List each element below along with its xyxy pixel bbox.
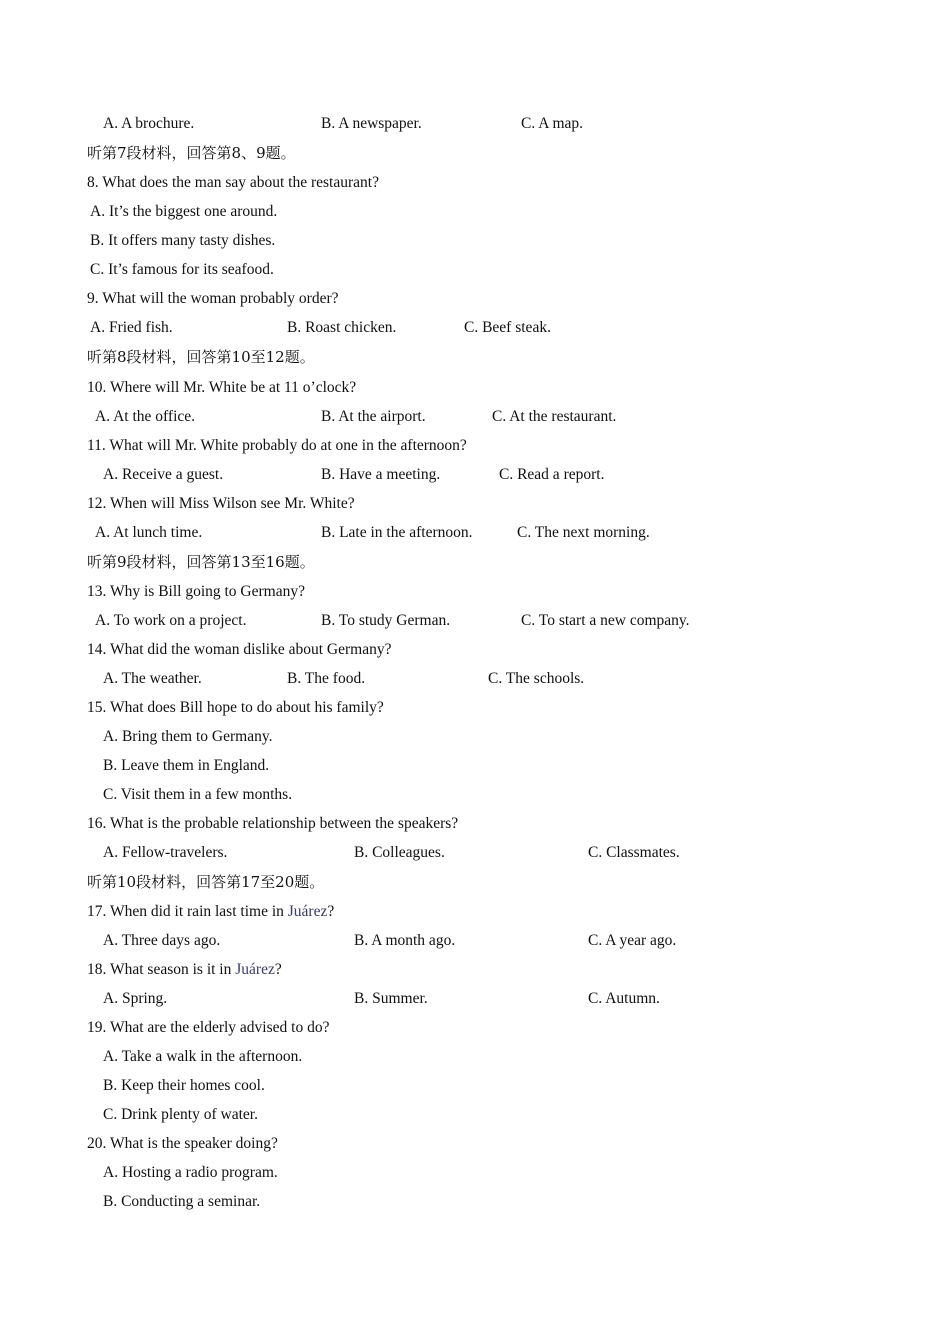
section-heading: 听第10段材料，回答第17至20题。: [87, 873, 325, 891]
option-a: A. To work on a project.: [95, 612, 247, 629]
option-b: B. To study German.: [321, 612, 451, 629]
question-19: 19. What are the elderly advised to do?: [87, 1019, 330, 1036]
question-text: 17. When did it rain last time in: [87, 903, 288, 920]
option-c: C. At the restaurant.: [492, 408, 617, 425]
question-mark: ?: [327, 903, 335, 920]
option-c: C. Beef steak.: [464, 319, 551, 336]
option-b: B. Late in the afternoon.: [321, 524, 473, 541]
option-c: C. To start a new company.: [521, 612, 690, 629]
question-16: 16. What is the probable relationship between the speakers?: [87, 815, 459, 832]
option-a: A. Fellow-travelers.: [103, 844, 228, 861]
option-c: C. A year ago.: [588, 932, 677, 949]
question-15: 15. What does Bill hope to do about his family?: [87, 699, 384, 716]
option-b: B. Colleagues.: [354, 844, 445, 861]
question-10: 10. Where will Mr. White be at 11 o’clock?: [87, 379, 357, 396]
question-8: 8. What does the man say about the restaurant?: [87, 174, 379, 191]
option-c: C. It’s famous for its seafood.: [90, 261, 274, 278]
option-a: A. It’s the biggest one around.: [90, 203, 278, 220]
section-heading: 听第7段材料，回答第8、9题。: [87, 144, 296, 162]
question-14: 14. What did the woman dislike about Germany?: [87, 641, 392, 658]
option-c: C. Autumn.: [588, 990, 660, 1007]
question-text: 18. What season is it in: [87, 961, 236, 978]
option-c: C. Visit them in a few months.: [103, 786, 293, 803]
option-c: C. A map.: [521, 115, 584, 132]
option-a: A. Fried fish.: [90, 319, 173, 336]
option-c: C. Classmates.: [588, 844, 680, 861]
option-b: B. It offers many tasty dishes.: [90, 232, 276, 249]
option-b: B. The food.: [287, 670, 366, 687]
option-a: A. The weather.: [103, 670, 202, 687]
option-a: A. Take a walk in the afternoon.: [103, 1048, 303, 1065]
option-a: A. Three days ago.: [103, 932, 221, 949]
option-a: A. At the office.: [95, 408, 196, 425]
question-9: 9. What will the woman probably order?: [87, 290, 339, 307]
option-b: B. A month ago.: [354, 932, 456, 949]
question-11: 11. What will Mr. White probably do at one in the afternoon?: [87, 437, 467, 454]
option-b: B. Have a meeting.: [321, 466, 441, 483]
question-17: [87, 902, 334, 922]
option-a: A. Bring them to Germany.: [103, 728, 273, 745]
section-heading: 听第9段材料，回答第13至16题。: [87, 553, 315, 571]
option-b: B. Summer.: [354, 990, 428, 1007]
option-b: B. Roast chicken.: [287, 319, 397, 336]
option-b: B. A newspaper.: [321, 115, 422, 132]
option-c: C. The next morning.: [517, 524, 650, 541]
section-heading: 听第8段材料，回答第10至12题。: [87, 348, 315, 366]
option-b: B. At the airport.: [321, 408, 426, 425]
option-a: A. Receive a guest.: [103, 466, 224, 483]
option-b: B. Leave them in England.: [103, 757, 270, 774]
option-a: A. Hosting a radio program.: [103, 1164, 278, 1181]
option-c: C. Read a report.: [499, 466, 605, 483]
option-a: A. Spring.: [103, 990, 168, 1007]
question-13: 13. Why is Bill going to Germany?: [87, 583, 305, 600]
place-name: Juárez: [235, 961, 275, 978]
option-a: A. A brochure.: [103, 115, 195, 132]
option-a: A. At lunch time.: [95, 524, 203, 541]
question-20: 20. What is the speaker doing?: [87, 1135, 278, 1152]
option-c: C. Drink plenty of water.: [103, 1106, 258, 1123]
question-mark: ?: [274, 961, 282, 978]
option-b: B. Conducting a seminar.: [103, 1193, 261, 1210]
question-12: 12. When will Miss Wilson see Mr. White?: [87, 495, 355, 512]
question-18: [87, 960, 282, 980]
option-b: B. Keep their homes cool.: [103, 1077, 265, 1094]
place-name: Juárez: [287, 903, 328, 920]
option-c: C. The schools.: [488, 670, 585, 687]
